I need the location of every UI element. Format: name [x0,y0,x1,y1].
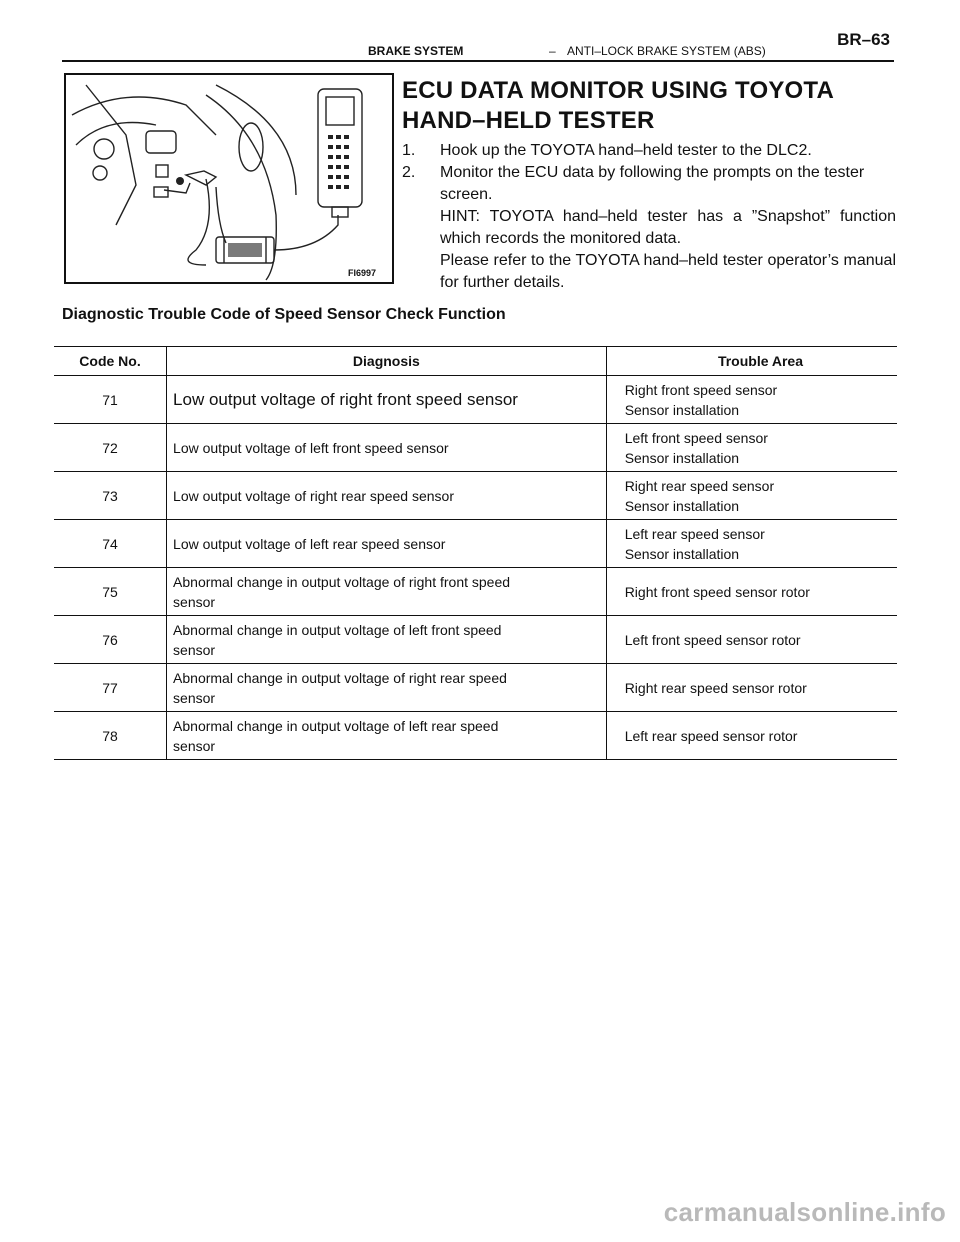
trouble-area-line: Left front speed sensor [624,429,768,446]
diagnosis-line: Abnormal change in output voltage of right front speed [173,573,511,590]
trouble-area-cell [606,520,897,568]
trouble-area-cell: Left front speed sensor rotor [606,616,897,664]
trouble-area-line: Sensor installation [624,449,740,466]
code-cell: 74 [54,520,167,568]
dashboard-tester-illustration [66,75,392,282]
diagnosis-cell: Low output voltage of right front speed sensor [167,376,607,424]
column-header-code: Code No. [54,347,167,376]
figure-code: FI6997 [348,268,377,278]
code-cell: 77 [54,664,167,712]
diagnosis-cell [167,712,607,760]
trouble-area-line: Right front speed sensor [624,381,778,398]
code-cell: 76 [54,616,167,664]
table-header-row [54,347,897,376]
table-row [54,424,897,472]
code-cell: 78 [54,712,167,760]
code-cell: 75 [54,568,167,616]
header-subsection: ANTI–LOCK BRAKE SYSTEM (ABS) [567,44,766,58]
code-cell: 72 [54,424,167,472]
trouble-area-cell [606,376,897,424]
trouble-area-cell: Left rear speed sensor rotor [606,712,897,760]
code-cell: 71 [54,376,167,424]
hint-text: HINT: TOYOTA hand–held tester has a ”Snapshot” function which records the monitored data. [440,208,896,247]
diagnosis-cell: Low output voltage of left front speed sensor [167,424,607,472]
table-title: Diagnostic Trouble Code of Speed Sensor Check Function [62,306,506,323]
step-text: Monitor the ECU data by following the prompts on the tester screen. [440,164,865,203]
step-number: 2. [402,164,416,181]
table-row [54,664,897,712]
header-separator: – [549,44,556,58]
trouble-area-cell: Right rear speed sensor rotor [606,664,897,712]
column-header-diagnosis: Diagnosis [167,347,607,376]
section-title [402,76,902,136]
header-section: BRAKE SYSTEM [368,44,464,58]
section-title-line-1: ECU DATA MONITOR USING TOYOTA [402,77,835,104]
column-header-trouble-area: Trouble Area [606,347,897,376]
diagnosis-line: sensor [173,737,216,754]
diagnosis-cell [167,568,607,616]
reference-note: Please refer to the TOYOTA hand–held tester operator’s manual for further details. [440,252,896,291]
code-cell: 73 [54,472,167,520]
step-text: Hook up the TOYOTA hand–held tester to the DLC2. [440,142,812,159]
table-row [54,616,897,664]
diagnosis-cell: Low output voltage of left rear speed sensor [167,520,607,568]
step-number: 1. [402,142,416,159]
diagnosis-line: Abnormal change in output voltage of right rear speed [173,669,507,686]
section-title-line-2: HAND–HELD TESTER [402,107,655,134]
diagnosis-cell [167,616,607,664]
step-2 [402,162,896,206]
table-row [54,568,897,616]
diagnosis-line: Abnormal change in output voltage of left front speed [173,621,502,638]
diagnosis-cell: Low output voltage of right rear speed sensor [167,472,607,520]
trouble-area-cell [606,424,897,472]
diagnosis-cell [167,664,607,712]
table-row [54,520,897,568]
tester-connection-figure [64,73,394,284]
diagnosis-line: Abnormal change in output voltage of left rear speed [173,717,499,734]
page-number: BR–63 [837,30,890,49]
dtc-table [54,346,897,760]
trouble-area-line: Left rear speed sensor [624,525,765,542]
trouble-area-line: Sensor installation [624,497,740,514]
step-1 [402,140,896,162]
diagnosis-line: sensor [173,593,216,610]
trouble-area-cell: Right front speed sensor rotor [606,568,897,616]
table-row [54,376,897,424]
trouble-area-line: Sensor installation [624,401,740,418]
table-row [54,712,897,760]
diagnosis-line: sensor [173,641,216,658]
procedure-steps [402,140,896,294]
table-row [54,472,897,520]
page-header [62,28,894,62]
trouble-area-cell [606,472,897,520]
diagnosis-line: sensor [173,689,216,706]
site-watermark: carmanualsonline.info [663,1197,946,1227]
trouble-area-line: Sensor installation [624,545,740,562]
trouble-area-line: Right rear speed sensor [624,477,775,494]
